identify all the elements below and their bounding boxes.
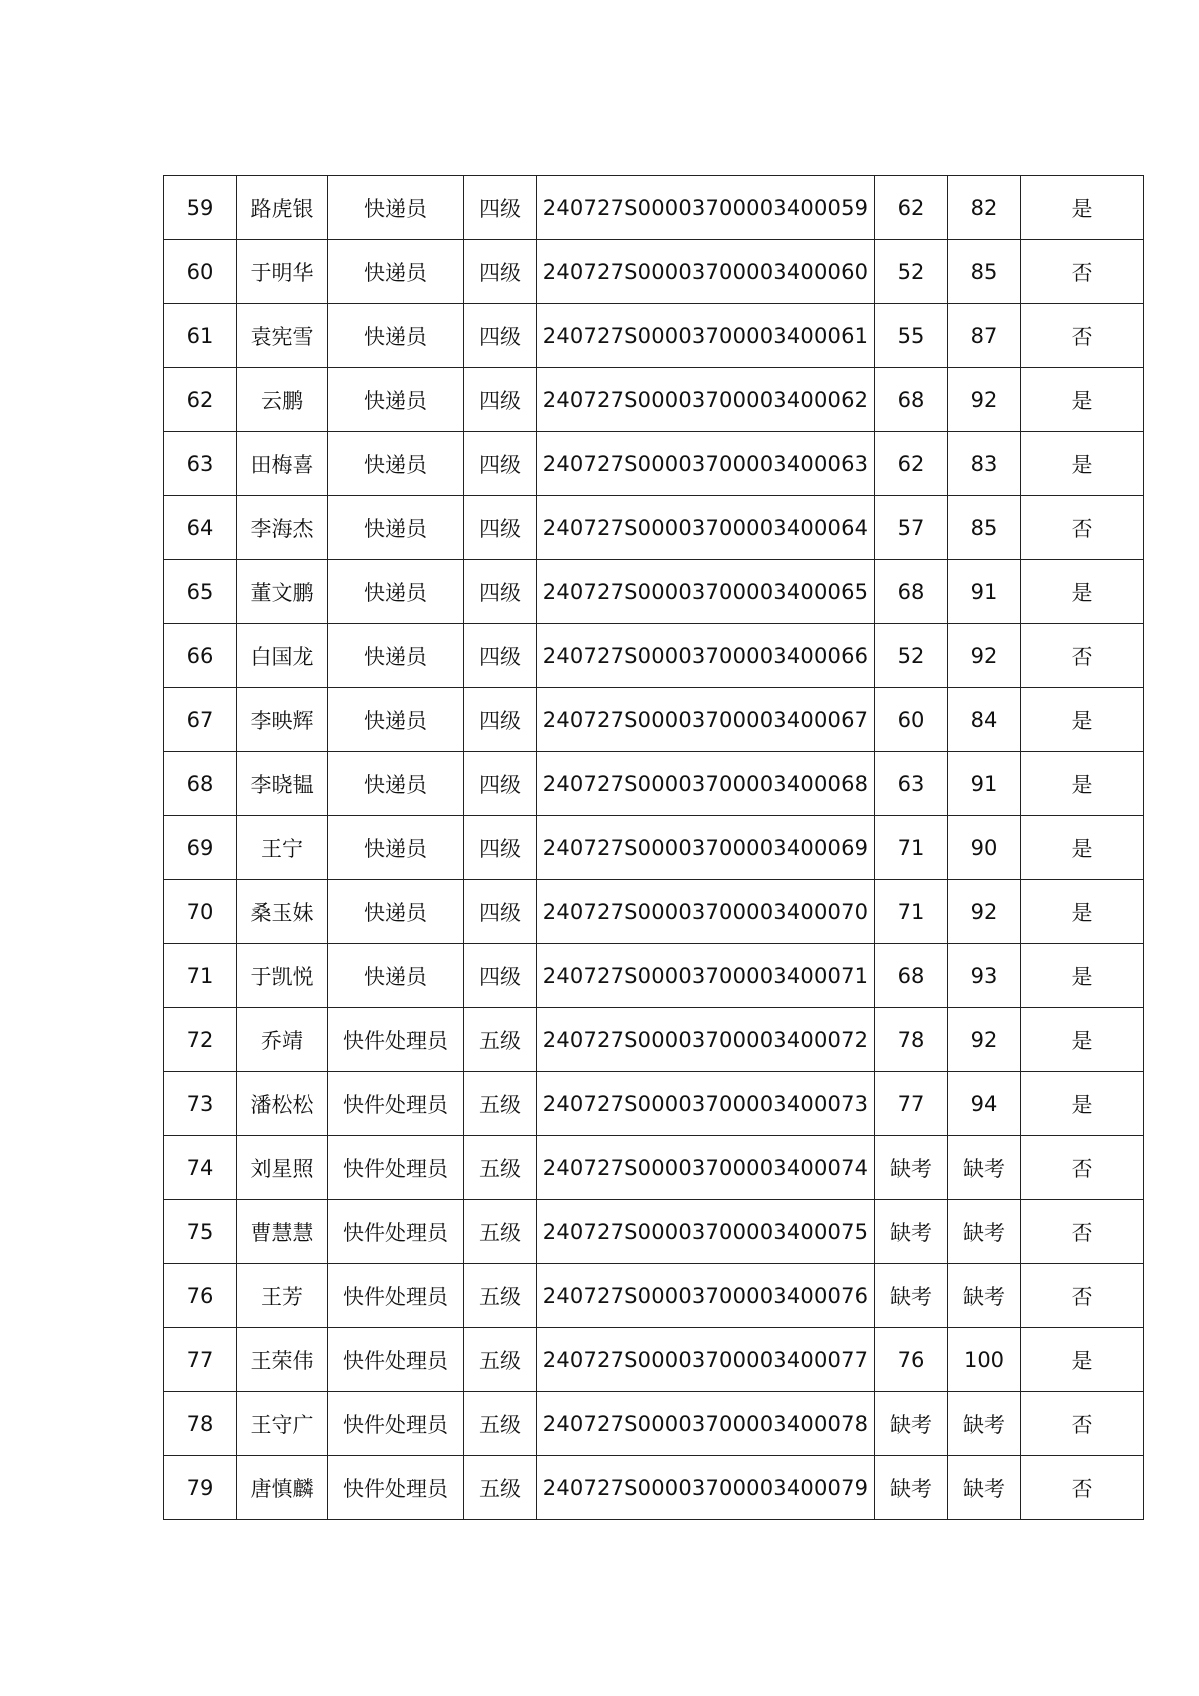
name-cell: 王守广	[237, 1392, 328, 1456]
passed-cell: 否	[1021, 1200, 1144, 1264]
name-cell: 王芳	[237, 1264, 328, 1328]
table-row	[164, 496, 1144, 560]
theory-score-cell: 68	[875, 368, 948, 432]
certificate-number-cell: 240727S00003700003400078	[537, 1392, 875, 1456]
theory-score-cell: 68	[875, 560, 948, 624]
passed-cell: 是	[1021, 176, 1144, 240]
skill-score-cell: 缺考	[948, 1392, 1021, 1456]
theory-score-cell: 缺考	[875, 1136, 948, 1200]
row-number-cell: 70	[164, 880, 237, 944]
passed-cell: 是	[1021, 1072, 1144, 1136]
skill-score-cell: 87	[948, 304, 1021, 368]
certificate-number-cell: 240727S00003700003400060	[537, 240, 875, 304]
table-row	[164, 176, 1144, 240]
skill-score-cell: 92	[948, 624, 1021, 688]
name-cell: 王荣伟	[237, 1328, 328, 1392]
table-row	[164, 688, 1144, 752]
row-number-cell: 76	[164, 1264, 237, 1328]
skill-score-cell: 82	[948, 176, 1021, 240]
skill-score-cell: 缺考	[948, 1136, 1021, 1200]
table-row	[164, 816, 1144, 880]
passed-cell: 是	[1021, 560, 1144, 624]
occupation-cell: 快递员	[328, 752, 464, 816]
passed-cell: 否	[1021, 624, 1144, 688]
name-cell: 刘星照	[237, 1136, 328, 1200]
occupation-cell: 快件处理员	[328, 1200, 464, 1264]
row-number-cell: 77	[164, 1328, 237, 1392]
table-row	[164, 752, 1144, 816]
theory-score-cell: 62	[875, 432, 948, 496]
name-cell: 董文鹏	[237, 560, 328, 624]
occupation-cell: 快件处理员	[328, 1072, 464, 1136]
table-row	[164, 880, 1144, 944]
skill-score-cell: 93	[948, 944, 1021, 1008]
name-cell: 李海杰	[237, 496, 328, 560]
table-row	[164, 1136, 1144, 1200]
name-cell: 田梅喜	[237, 432, 328, 496]
passed-cell: 是	[1021, 688, 1144, 752]
certificate-number-cell: 240727S00003700003400069	[537, 816, 875, 880]
table-row	[164, 560, 1144, 624]
passed-cell: 是	[1021, 1328, 1144, 1392]
level-cell: 四级	[464, 304, 537, 368]
certificate-number-cell: 240727S00003700003400079	[537, 1456, 875, 1520]
level-cell: 四级	[464, 624, 537, 688]
name-cell: 王宁	[237, 816, 328, 880]
theory-score-cell: 71	[875, 816, 948, 880]
name-cell: 唐慎麟	[237, 1456, 328, 1520]
skill-score-cell: 缺考	[948, 1264, 1021, 1328]
row-number-cell: 68	[164, 752, 237, 816]
certificate-number-cell: 240727S00003700003400073	[537, 1072, 875, 1136]
occupation-cell: 快递员	[328, 944, 464, 1008]
occupation-cell: 快件处理员	[328, 1008, 464, 1072]
level-cell: 四级	[464, 688, 537, 752]
table-row	[164, 1456, 1144, 1520]
certificate-number-cell: 240727S00003700003400072	[537, 1008, 875, 1072]
table-row	[164, 368, 1144, 432]
table-row	[164, 432, 1144, 496]
table-row	[164, 240, 1144, 304]
theory-score-cell: 62	[875, 176, 948, 240]
row-number-cell: 59	[164, 176, 237, 240]
certificate-number-cell: 240727S00003700003400059	[537, 176, 875, 240]
level-cell: 四级	[464, 432, 537, 496]
level-cell: 四级	[464, 368, 537, 432]
certificate-number-cell: 240727S00003700003400074	[537, 1136, 875, 1200]
certificate-number-cell: 240727S00003700003400068	[537, 752, 875, 816]
occupation-cell: 快递员	[328, 432, 464, 496]
passed-cell: 否	[1021, 496, 1144, 560]
table-row	[164, 1008, 1144, 1072]
level-cell: 五级	[464, 1072, 537, 1136]
skill-score-cell: 83	[948, 432, 1021, 496]
passed-cell: 否	[1021, 1136, 1144, 1200]
row-number-cell: 66	[164, 624, 237, 688]
certificate-number-cell: 240727S00003700003400070	[537, 880, 875, 944]
name-cell: 潘松松	[237, 1072, 328, 1136]
theory-score-cell: 52	[875, 240, 948, 304]
row-number-cell: 64	[164, 496, 237, 560]
occupation-cell: 快件处理员	[328, 1456, 464, 1520]
theory-score-cell: 缺考	[875, 1264, 948, 1328]
occupation-cell: 快件处理员	[328, 1264, 464, 1328]
passed-cell: 是	[1021, 752, 1144, 816]
occupation-cell: 快件处理员	[328, 1136, 464, 1200]
passed-cell: 是	[1021, 944, 1144, 1008]
certificate-number-cell: 240727S00003700003400065	[537, 560, 875, 624]
skill-score-cell: 92	[948, 880, 1021, 944]
passed-cell: 否	[1021, 1392, 1144, 1456]
table-row	[164, 1072, 1144, 1136]
level-cell: 五级	[464, 1392, 537, 1456]
passed-cell: 否	[1021, 304, 1144, 368]
row-number-cell: 73	[164, 1072, 237, 1136]
table-row	[164, 1392, 1144, 1456]
occupation-cell: 快递员	[328, 624, 464, 688]
name-cell: 于凯悦	[237, 944, 328, 1008]
level-cell: 四级	[464, 880, 537, 944]
occupation-cell: 快递员	[328, 176, 464, 240]
table-row	[164, 624, 1144, 688]
table-row	[164, 1200, 1144, 1264]
table-row	[164, 944, 1144, 1008]
certificate-number-cell: 240727S00003700003400077	[537, 1328, 875, 1392]
occupation-cell: 快递员	[328, 816, 464, 880]
table-body	[164, 176, 1144, 1520]
occupation-cell: 快递员	[328, 304, 464, 368]
row-number-cell: 72	[164, 1008, 237, 1072]
row-number-cell: 60	[164, 240, 237, 304]
name-cell: 路虎银	[237, 176, 328, 240]
row-number-cell: 74	[164, 1136, 237, 1200]
occupation-cell: 快递员	[328, 688, 464, 752]
certificate-number-cell: 240727S00003700003400061	[537, 304, 875, 368]
level-cell: 四级	[464, 944, 537, 1008]
passed-cell: 是	[1021, 880, 1144, 944]
certificate-number-cell: 240727S00003700003400076	[537, 1264, 875, 1328]
row-number-cell: 75	[164, 1200, 237, 1264]
table-row	[164, 304, 1144, 368]
skill-score-cell: 90	[948, 816, 1021, 880]
passed-cell: 否	[1021, 1264, 1144, 1328]
theory-score-cell: 57	[875, 496, 948, 560]
name-cell: 乔靖	[237, 1008, 328, 1072]
name-cell: 曹慧慧	[237, 1200, 328, 1264]
skill-score-cell: 85	[948, 496, 1021, 560]
level-cell: 四级	[464, 816, 537, 880]
theory-score-cell: 缺考	[875, 1392, 948, 1456]
row-number-cell: 62	[164, 368, 237, 432]
level-cell: 五级	[464, 1200, 537, 1264]
skill-score-cell: 100	[948, 1328, 1021, 1392]
occupation-cell: 快递员	[328, 368, 464, 432]
name-cell: 李映辉	[237, 688, 328, 752]
certificate-number-cell: 240727S00003700003400064	[537, 496, 875, 560]
theory-score-cell: 71	[875, 880, 948, 944]
skill-score-cell: 91	[948, 560, 1021, 624]
certificate-number-cell: 240727S00003700003400071	[537, 944, 875, 1008]
name-cell: 桑玉妹	[237, 880, 328, 944]
name-cell: 云鹏	[237, 368, 328, 432]
certificate-number-cell: 240727S00003700003400062	[537, 368, 875, 432]
occupation-cell: 快递员	[328, 880, 464, 944]
level-cell: 五级	[464, 1456, 537, 1520]
row-number-cell: 65	[164, 560, 237, 624]
passed-cell: 是	[1021, 1008, 1144, 1072]
theory-score-cell: 77	[875, 1072, 948, 1136]
theory-score-cell: 60	[875, 688, 948, 752]
level-cell: 五级	[464, 1136, 537, 1200]
results-table	[163, 175, 1144, 1520]
passed-cell: 是	[1021, 368, 1144, 432]
row-number-cell: 63	[164, 432, 237, 496]
skill-score-cell: 缺考	[948, 1200, 1021, 1264]
theory-score-cell: 78	[875, 1008, 948, 1072]
level-cell: 五级	[464, 1008, 537, 1072]
skill-score-cell: 92	[948, 368, 1021, 432]
passed-cell: 否	[1021, 1456, 1144, 1520]
skill-score-cell: 85	[948, 240, 1021, 304]
occupation-cell: 快递员	[328, 496, 464, 560]
theory-score-cell: 63	[875, 752, 948, 816]
skill-score-cell: 91	[948, 752, 1021, 816]
table-row	[164, 1328, 1144, 1392]
occupation-cell: 快件处理员	[328, 1328, 464, 1392]
level-cell: 四级	[464, 496, 537, 560]
level-cell: 四级	[464, 240, 537, 304]
row-number-cell: 67	[164, 688, 237, 752]
skill-score-cell: 84	[948, 688, 1021, 752]
name-cell: 白国龙	[237, 624, 328, 688]
theory-score-cell: 55	[875, 304, 948, 368]
level-cell: 五级	[464, 1328, 537, 1392]
theory-score-cell: 68	[875, 944, 948, 1008]
table-row	[164, 1264, 1144, 1328]
row-number-cell: 79	[164, 1456, 237, 1520]
theory-score-cell: 缺考	[875, 1456, 948, 1520]
name-cell: 李晓韫	[237, 752, 328, 816]
skill-score-cell: 92	[948, 1008, 1021, 1072]
row-number-cell: 61	[164, 304, 237, 368]
row-number-cell: 71	[164, 944, 237, 1008]
level-cell: 五级	[464, 1264, 537, 1328]
skill-score-cell: 缺考	[948, 1456, 1021, 1520]
theory-score-cell: 缺考	[875, 1200, 948, 1264]
occupation-cell: 快件处理员	[328, 1392, 464, 1456]
theory-score-cell: 52	[875, 624, 948, 688]
row-number-cell: 78	[164, 1392, 237, 1456]
occupation-cell: 快递员	[328, 240, 464, 304]
certificate-number-cell: 240727S00003700003400066	[537, 624, 875, 688]
certificate-number-cell: 240727S00003700003400063	[537, 432, 875, 496]
level-cell: 四级	[464, 176, 537, 240]
row-number-cell: 69	[164, 816, 237, 880]
name-cell: 于明华	[237, 240, 328, 304]
skill-score-cell: 94	[948, 1072, 1021, 1136]
passed-cell: 是	[1021, 816, 1144, 880]
level-cell: 四级	[464, 560, 537, 624]
occupation-cell: 快递员	[328, 560, 464, 624]
certificate-number-cell: 240727S00003700003400075	[537, 1200, 875, 1264]
theory-score-cell: 76	[875, 1328, 948, 1392]
name-cell: 袁宪雪	[237, 304, 328, 368]
level-cell: 四级	[464, 752, 537, 816]
certificate-number-cell: 240727S00003700003400067	[537, 688, 875, 752]
passed-cell: 是	[1021, 432, 1144, 496]
passed-cell: 否	[1021, 240, 1144, 304]
